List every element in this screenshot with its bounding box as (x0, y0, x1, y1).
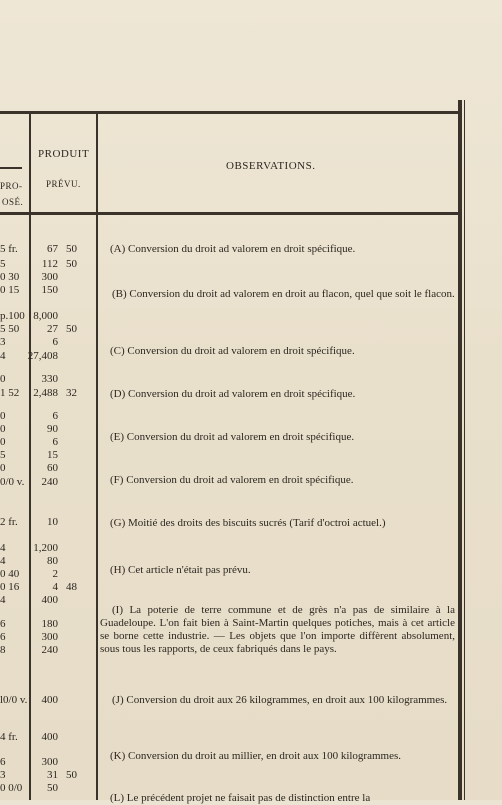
produit-value: 400 (41, 694, 58, 706)
left-rate-value: 0 (0, 462, 6, 474)
produit-value: 6 (52, 410, 58, 422)
produit-value: 400 (41, 731, 58, 743)
produit-value: 400 (41, 594, 58, 606)
observation-j: (J) Conversion du droit aux 26 kilogrammes, en droit aux 100 kilogrammes. (112, 694, 448, 706)
observation-b: (B) Conversion du droit ad valorem en droit au flacon, quel que soit le flacon. (112, 288, 455, 300)
left-rate-value: 0 (0, 423, 6, 435)
produit-value: 180 (41, 618, 58, 630)
produit-value: 2,488 (33, 387, 58, 399)
produit-value: 67 (47, 243, 58, 255)
produit-value: 112 (41, 258, 58, 270)
produit-decimal: 48 (66, 581, 77, 593)
produit-value: 50 (47, 782, 58, 794)
left-rate-value: 4 fr. (0, 731, 18, 743)
produit-decimal: 50 (66, 243, 77, 255)
left-rate-value: 4 (0, 594, 6, 606)
left-rate-value: 0 16 (0, 581, 20, 593)
observation-h: (H) Cet article n'était pas prévu. (110, 564, 251, 576)
header-produit: PRODUIT (38, 148, 90, 160)
left-rate-value: 6 (0, 756, 6, 768)
observation-f: (F) Conversion du droit ad valorem en droit spécifique. (110, 474, 354, 486)
left-rate-value: 2 fr. (0, 516, 18, 528)
header-left-line2: OSÉ. (2, 197, 24, 207)
left-rate-value: 6 (0, 631, 6, 643)
left-rate-value: 8 (0, 644, 6, 656)
left-rate-value: 0/0 v. (0, 476, 25, 488)
produit-value: 90 (47, 423, 58, 435)
produit-decimal: 50 (66, 769, 77, 781)
produit-value: 300 (41, 756, 58, 768)
table-right-border (458, 100, 462, 800)
observation-e: (E) Conversion du droit ad valorem en droit spécifique. (110, 431, 355, 443)
produit-value: 6 (52, 436, 58, 448)
observation-a: (A) Conversion du droit ad valorem en droit spécifique. (110, 243, 356, 255)
left-rate-value: 5 50 (0, 323, 20, 335)
column-divider-1 (29, 114, 31, 800)
produit-value: 15 (47, 449, 58, 461)
produit-decimal: 50 (66, 323, 77, 335)
table-top-rule (0, 111, 460, 114)
produit-value: 6 (52, 336, 58, 348)
left-rate-value: 0 15 (0, 284, 20, 296)
produit-value: 27 (47, 323, 58, 335)
observation-g: (G) Moitié des droits des biscuits sucrés (Tarif d'octroi actuel.) (110, 517, 386, 529)
header-prevu: PRÉVU. (46, 179, 81, 189)
header-left-dash (0, 167, 22, 169)
produit-value: 80 (47, 555, 58, 567)
produit-value: 8,000 (33, 310, 58, 322)
left-rate-value: 0 (0, 436, 6, 448)
observation-k: (K) Conversion du droit au millier, en droit aux 100 kilogrammes. (110, 750, 402, 762)
column-divider-2 (96, 114, 98, 800)
table-right-border-thin (464, 100, 465, 800)
left-rate-value: 3 (0, 769, 6, 781)
produit-value: 150 (41, 284, 58, 296)
left-rate-value: 1 52 (0, 387, 20, 399)
left-rate-value: 3 (0, 336, 6, 348)
produit-decimal: 32 (66, 387, 77, 399)
observation-l: (L) Le précédent projet ne faisait pas de distinction entre la (110, 792, 371, 804)
header-left-line1: PRO- (0, 181, 23, 191)
produit-value: 2 (52, 568, 58, 580)
produit-value: 10 (47, 516, 58, 528)
header-observations: OBSERVATIONS. (226, 160, 316, 172)
produit-value: 300 (41, 271, 58, 283)
produit-value: 31 (47, 769, 58, 781)
left-rate-value: 0 (0, 373, 6, 385)
left-rate-value: 4 (0, 555, 6, 567)
observation-d: (D) Conversion du droit ad valorem en droit spécifique. (110, 388, 356, 400)
produit-value: 1,200 (33, 542, 58, 554)
left-rate-value: 0 30 (0, 271, 20, 283)
left-rate-value: 6 (0, 618, 6, 630)
left-rate-value: 5 (0, 449, 6, 461)
left-rate-value: 0 (0, 410, 6, 422)
left-rate-value: 4 (0, 350, 6, 362)
left-rate-value: l0/0 v. (0, 694, 28, 706)
left-rate-value: 0 40 (0, 568, 20, 580)
left-rate-value: p.100 (0, 310, 25, 322)
produit-value: 240 (41, 476, 58, 488)
left-rate-value: 0 0/0 (0, 782, 23, 794)
produit-value: 4 (52, 581, 58, 593)
produit-value: 330 (41, 373, 58, 385)
produit-value: 60 (47, 462, 58, 474)
produit-value: 240 (41, 644, 58, 656)
observation-c: (C) Conversion du droit ad valorem en droit spécifique. (110, 345, 355, 357)
produit-decimal: 50 (66, 258, 77, 270)
left-rate-value: 4 (0, 542, 6, 554)
produit-value: 27,408 (27, 350, 58, 362)
observation-i: (I) La poterie de terre commune et de grès n'a pas de similaire à la Guadeloupe. L'on fait bien à Saint-Martin quelques potiches, mais à cet article se borne cette industrie. — Les objets que l'on importe diffèrent absolument, sous tous les rapports, de ceux fabriqués dans le pays. (100, 604, 455, 655)
header-bottom-rule (0, 212, 460, 215)
left-rate-value: 5 (0, 258, 6, 270)
produit-value: 300 (41, 631, 58, 643)
left-rate-value: 5 fr. (0, 243, 18, 255)
